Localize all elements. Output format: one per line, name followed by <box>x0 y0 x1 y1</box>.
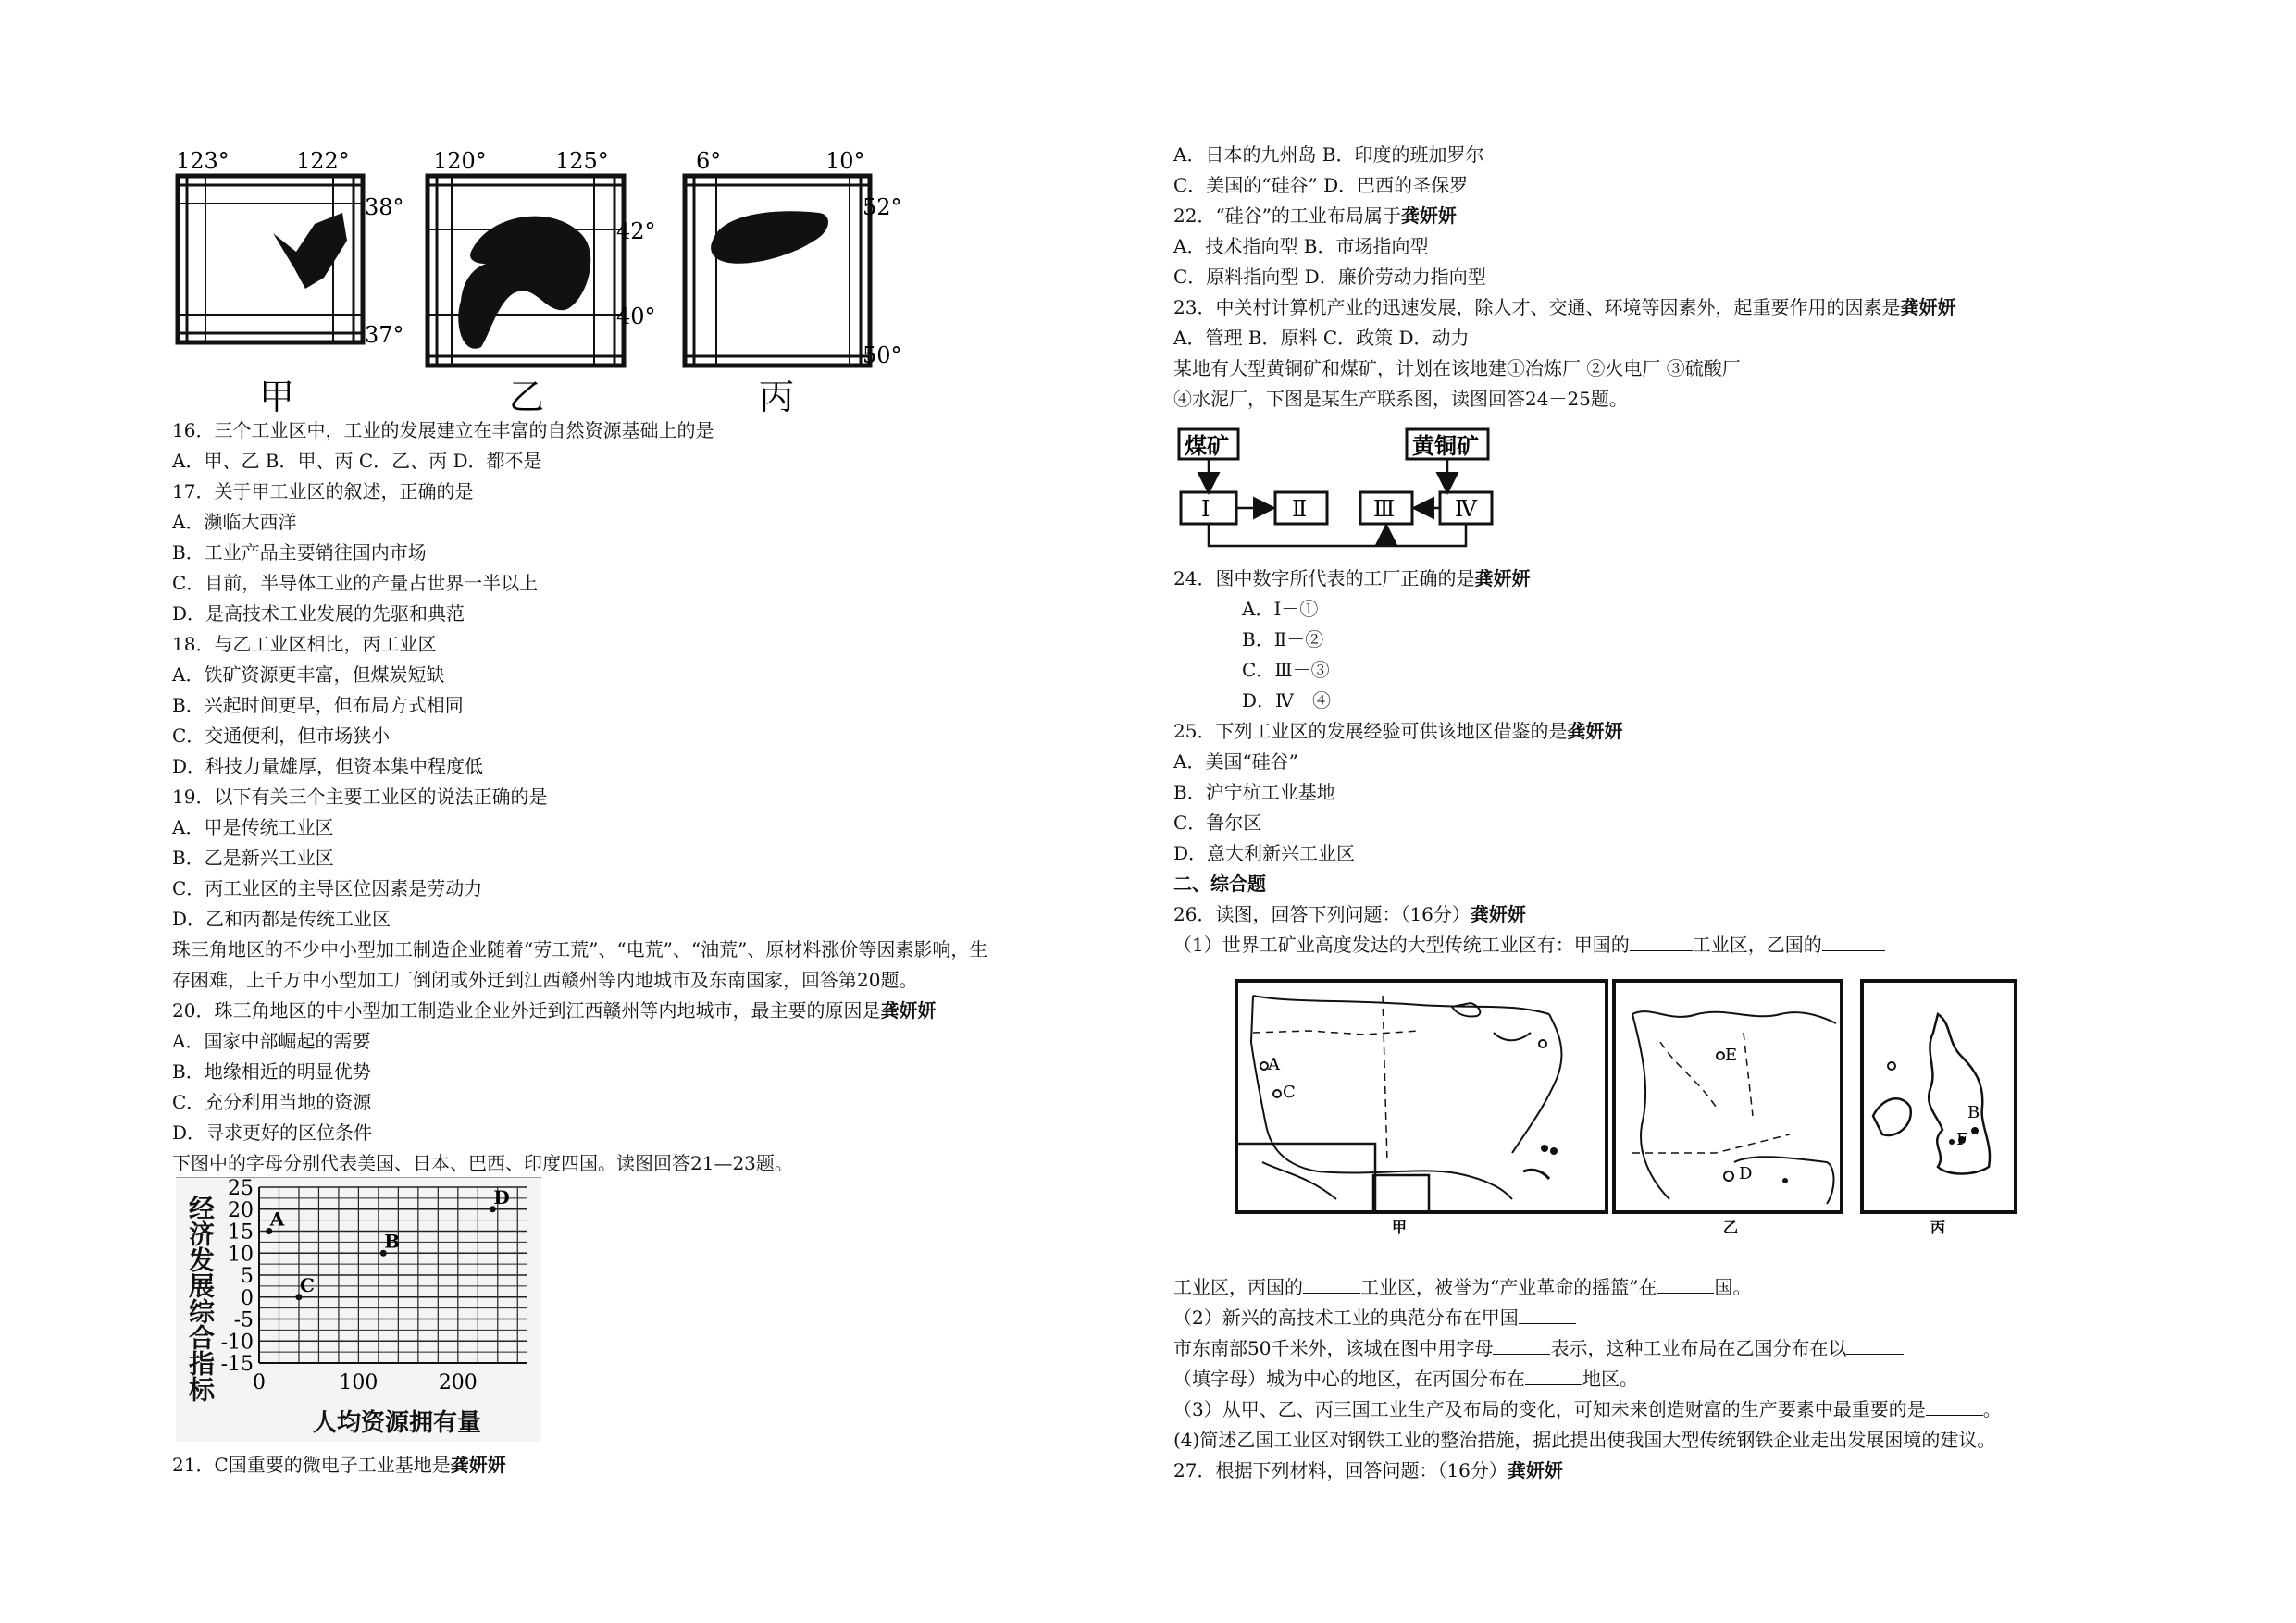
jia-lon-1: 123° <box>176 148 230 174</box>
coal-label: 煤矿 <box>1185 432 1229 459</box>
left-line-0: 16．三个工业区中，工业的发展建立在丰富的自然资源基础上的是 <box>172 419 714 441</box>
rb-5a: （3）从甲、乙、丙三国工业生产及布局的变化，可知未来创造财富的生产要素中最重要的是 <box>1173 1398 1926 1420</box>
right-line-8: ④水泥厂，下图是某生产联系图，读图回答24－25题。 <box>1173 388 1628 410</box>
left-line-2: 17．关于甲工业区的叙述，正确的是 <box>172 480 474 502</box>
rb-line-7 <box>1173 1458 1563 1482</box>
country-maps-figure <box>1235 977 2040 1236</box>
right-mid-2: B．Ⅱ－② <box>1242 628 1324 650</box>
rb-1b: 工业区，被誉为“产业革命的摇篮”在 <box>1360 1276 1657 1298</box>
left-line-22: C．充分利用当地的资源 <box>172 1091 372 1113</box>
rb-4a: （填字母）城为中心的地区，在丙国分布在 <box>1173 1368 1525 1390</box>
node-1-label: Ⅰ <box>1201 496 1210 522</box>
map-point-a: A <box>1268 1055 1280 1074</box>
q25-stem: 25．下列工业区的发展经验可供该地区借鉴的是 <box>1173 720 1568 742</box>
right-line-4: C．原料指向型 D．廉价劳动力指向型 <box>1173 266 1486 288</box>
copper-label: 黄铜矿 <box>1412 432 1479 459</box>
q22-stem: 22．“硅谷”的工业布局属于 <box>1173 204 1401 227</box>
x-tick-label: 0 <box>253 1371 266 1394</box>
chart-y-label: 经济发展综合指标 <box>185 1195 216 1402</box>
left-line-6: D．是高技术工业发展的先驱和典范 <box>172 602 465 625</box>
left-line-20: A．国家中部崛起的需要 <box>172 1030 371 1052</box>
y-tick-label: 25 <box>228 1178 254 1200</box>
point-label-b: B <box>384 1230 401 1253</box>
right-line-3: A．技术指向型 B．市场指向型 <box>1173 235 1429 257</box>
q22-author: 龚妍妍 <box>1400 204 1457 227</box>
blank-4[interactable] <box>1657 1276 1714 1294</box>
map-point-e: E <box>1725 1046 1738 1065</box>
blank-2[interactable] <box>1822 934 1885 951</box>
yi-lon-2: 125° <box>555 148 609 174</box>
rb-4b: 地区。 <box>1582 1368 1638 1390</box>
section-2-heading: 二、综合题 <box>1173 873 1266 895</box>
left-line-19 <box>172 998 936 1022</box>
rb-2: （2）新兴的高技术工业的典范分布在甲国 <box>1173 1307 1519 1329</box>
map-bing <box>1862 981 2016 1236</box>
left-line-3: A．濒临大西洋 <box>172 511 297 533</box>
right-line-5 <box>1173 295 1955 319</box>
left-line-7: 18．与乙工业区相比，丙工业区 <box>172 633 437 655</box>
y-tick-label: 0 <box>241 1286 254 1310</box>
point-label-d: D <box>493 1185 510 1208</box>
right-line-1: C．美国的“硅谷” D．巴西的圣保罗 <box>1173 174 1469 196</box>
left-line-13: A．甲是传统工业区 <box>172 816 334 838</box>
node-2-label: Ⅱ <box>1292 496 1308 522</box>
point-label-a: A <box>269 1208 285 1231</box>
left-line-24: 下图中的字母分别代表美国、日本、巴西、印度四国。读图回答21—23题。 <box>172 1152 793 1174</box>
blank-7[interactable] <box>1846 1337 1904 1355</box>
yi-label: 乙 <box>509 377 545 417</box>
rb-3b: 表示，这种工业布局在乙国分布在以 <box>1550 1337 1847 1359</box>
y-tick-label: 10 <box>228 1243 254 1267</box>
left-line-23: D．寻求更好的区位条件 <box>172 1121 373 1144</box>
left-line-14: B．乙是新兴工业区 <box>172 847 334 869</box>
q25-author: 龚妍妍 <box>1567 720 1623 742</box>
rb-line-4 <box>1173 1367 1638 1391</box>
y-tick-label: -5 <box>233 1308 254 1332</box>
q23-stem: 23．中关村计算机产业的迅速发展，除人才、交通、环境等因素外，起重要作用的因素是 <box>1173 296 1901 318</box>
left-line-12: 19．以下有关三个主要工业区的说法正确的是 <box>172 786 548 808</box>
q26-1-part-b: 工业区，乙国的 <box>1692 934 1822 956</box>
right-mid-3: C．Ⅲ－③ <box>1242 659 1330 681</box>
blank-9[interactable] <box>1926 1398 1983 1416</box>
right-mid-4: D．Ⅳ－④ <box>1242 689 1332 712</box>
node-3-label: Ⅲ <box>1373 496 1396 522</box>
left-line-18: 存困难，上千万中小型加工厂倒闭或外迁到江西赣州等内地城市及东南国家，回答第20题。 <box>172 969 918 991</box>
right-mid-11 <box>1173 902 1526 926</box>
yi-lat-2: 40° <box>616 304 656 329</box>
left-line-11: D．科技力量雄厚，但资本集中程度低 <box>172 755 484 777</box>
right-mid-8: C．鲁尔区 <box>1173 812 1262 834</box>
map-jia <box>1236 981 1607 1236</box>
right-mid-1: A．Ⅰ－① <box>1242 598 1319 620</box>
map-point-d: D <box>1739 1164 1753 1183</box>
map-point-b: B <box>1967 1103 1980 1122</box>
left-line-10: C．交通便利，但市场狭小 <box>172 725 391 747</box>
scatter-plot <box>176 1178 541 1442</box>
yi-lon-1: 120° <box>433 148 487 174</box>
bing-lat-2: 50° <box>863 342 902 368</box>
q21-stem: 21．C国重要的微电子工业基地是 <box>172 1454 451 1476</box>
left-line-21: B．地缘相近的明显优势 <box>172 1060 371 1083</box>
node-4-label: Ⅳ <box>1455 496 1477 522</box>
map-point-f: F <box>1956 1130 1968 1149</box>
q20-author: 龚妍妍 <box>880 999 937 1022</box>
y-tick-label: 20 <box>228 1198 254 1222</box>
map-yi-label: 乙 <box>1723 1219 1739 1236</box>
left-line-1: A．甲、乙 B．甲、丙 C．乙、丙 D．都不是 <box>172 450 542 472</box>
right-line-0: A．日本的九州岛 B．印度的班加罗尔 <box>1173 143 1484 166</box>
right-mid-0 <box>1173 566 1530 590</box>
left-line-8: A．铁矿资源更丰富，但煤炭短缺 <box>172 663 445 686</box>
yi-lat-1: 42° <box>616 218 656 244</box>
q27-author: 龚妍妍 <box>1507 1459 1563 1481</box>
map-bing-label: 丙 <box>1930 1219 1946 1236</box>
bing-lon-1: 6° <box>696 148 722 174</box>
rb-line-5 <box>1173 1397 2002 1421</box>
map-point-c: C <box>1283 1083 1296 1102</box>
q24-author: 龚妍妍 <box>1474 567 1531 589</box>
production-flow-diagram <box>1175 426 1508 564</box>
right-mid-12 <box>1173 933 1885 957</box>
y-tick-label: 15 <box>228 1220 254 1245</box>
q26-author: 龚妍妍 <box>1470 903 1526 925</box>
jia-label: 甲 <box>259 377 295 417</box>
district-bing-map <box>685 148 902 417</box>
q21-line <box>172 1453 506 1477</box>
x-tick-label: 100 <box>339 1371 379 1394</box>
right-mid-9: D．意大利新兴工业区 <box>1173 842 1356 864</box>
map-jia-label: 甲 <box>1392 1219 1408 1236</box>
district-yi-map <box>428 148 656 417</box>
bing-lon-2: 10° <box>825 148 865 174</box>
left-line-5: C．目前，半导体工业的产量占世界一半以上 <box>172 572 539 594</box>
jia-lat-1: 38° <box>365 194 404 220</box>
district-jia-map <box>176 148 404 417</box>
left-line-17: 珠三角地区的不少中小型加工制造企业随着“劳工荒”、“电荒”、“油荒”、原材料涨价等因素影响，生 <box>172 938 988 960</box>
left-line-4: B．工业产品主要销往国内市场 <box>172 541 427 564</box>
industrial-district-figure <box>167 148 907 426</box>
right-mid-7: B．沪宁杭工业基地 <box>1173 781 1335 803</box>
rb-1c: 国。 <box>1714 1276 1752 1298</box>
jia-lon-2: 122° <box>296 148 350 174</box>
x-tick-label: 200 <box>438 1371 478 1394</box>
q23-author: 龚妍妍 <box>1900 296 1956 318</box>
rb-1a: 工业区，丙国的 <box>1173 1276 1303 1298</box>
right-mid-6: A．美国“硅谷” <box>1173 750 1298 773</box>
right-line-2 <box>1173 204 1457 228</box>
y-tick-label: -15 <box>220 1353 254 1376</box>
jia-lat-2: 37° <box>365 322 404 348</box>
blank-8[interactable] <box>1525 1368 1582 1385</box>
right-line-7: 某地有大型黄铜矿和煤矿，计划在该地建①冶炼厂 ②火电厂 ③硫酸厂 <box>1173 357 1741 379</box>
scatter-chart-figure <box>176 1177 541 1442</box>
q21-author: 龚妍妍 <box>450 1454 506 1476</box>
point-label-c: C <box>299 1273 315 1296</box>
bing-label: 丙 <box>759 377 795 417</box>
map-yi <box>1614 981 1842 1236</box>
blank-5[interactable] <box>1519 1307 1576 1324</box>
q24-stem: 24．图中数字所代表的工厂正确的是 <box>1173 567 1475 589</box>
rb-3a: 市东南部50千米外，该城在图中用字母 <box>1173 1337 1494 1359</box>
left-line-16: D．乙和丙都是传统工业区 <box>172 908 391 930</box>
right-mid-5 <box>1173 719 1622 743</box>
blank-6[interactable] <box>1493 1337 1550 1355</box>
y-tick-label: -10 <box>220 1331 254 1355</box>
rb-line-6: (4)简述乙国工业区对钢铁工业的整治措施，据此提出使我国大型传统钢铁企业走出发展困境的建议。 <box>1173 1429 1996 1451</box>
y-tick-label: 5 <box>241 1265 254 1288</box>
chart-x-label: 人均资源拥有量 <box>313 1409 482 1437</box>
rb-7: 27．根据下列材料，回答问题：（16分） <box>1173 1459 1508 1481</box>
rb-line-3 <box>1173 1336 1904 1360</box>
blank-3[interactable] <box>1303 1276 1360 1294</box>
q20-stem: 20．珠三角地区的中小型加工制造业企业外迁到江西赣州等内地城市，最主要的原因是 <box>172 999 881 1022</box>
bing-lat-1: 52° <box>863 194 902 220</box>
rb-line-1 <box>1173 1275 1751 1299</box>
right-line-6: A．管理 B．原料 C．政策 D．动力 <box>1173 327 1470 349</box>
left-line-15: C．丙工业区的主导区位因素是劳动力 <box>172 877 483 899</box>
blank-1[interactable] <box>1630 934 1693 951</box>
q26-stem: 26．读图，回答下列问题：（16分） <box>1173 903 1471 925</box>
rb-line-2 <box>1173 1306 1576 1330</box>
left-line-9: B．兴起时间更早，但布局方式相同 <box>172 694 464 716</box>
rb-5b: 。 <box>1982 1398 2002 1420</box>
q26-1-part-a: （1）世界工矿业高度发达的大型传统工业区有：甲国的 <box>1173 934 1630 956</box>
